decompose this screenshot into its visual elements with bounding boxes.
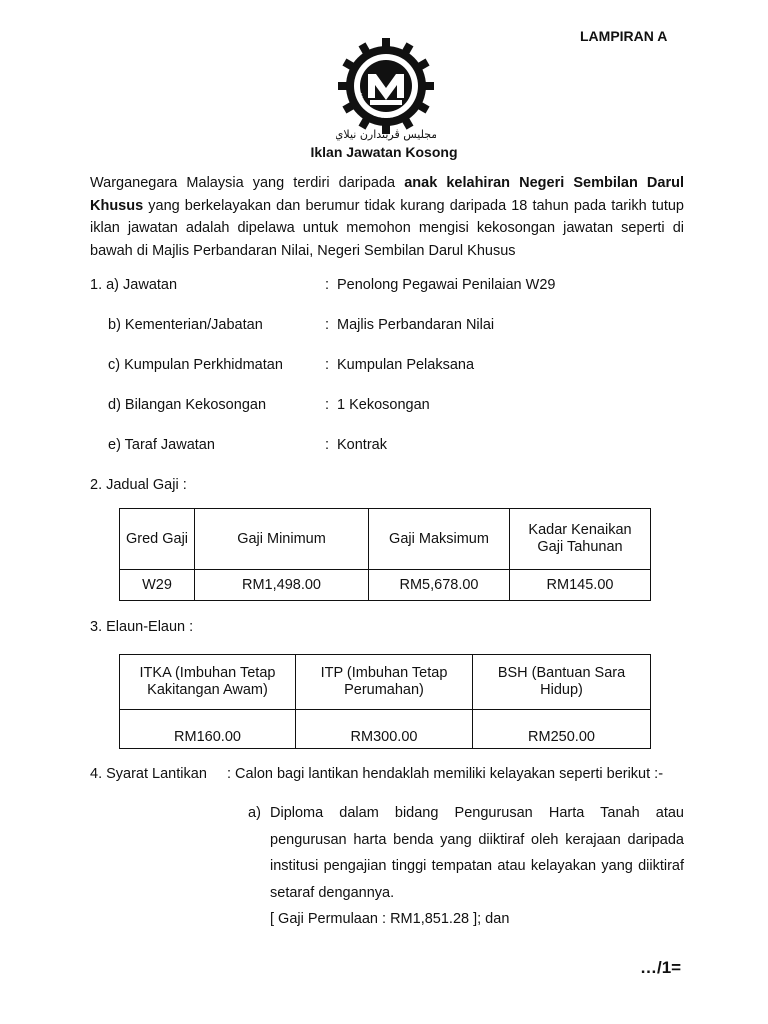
requirements-intro: : Calon bagi lantikan hendaklah memiliki kelayakan seperti berikut :- bbox=[227, 766, 664, 782]
detail-colon: : bbox=[325, 277, 330, 293]
intro-part2: yang berkelayakan dan berumur tidak kurang daripada 18 tahun pada tarikh tutup iklan jawatan adalah dipelawa untuk memohon mengisi kekosongan jawatan seperti di bawah di Majlis Perbandaran Nilai, Negeri Sembilan Darul Khusus bbox=[90, 197, 684, 259]
requirement-item bbox=[248, 800, 684, 933]
detail-label: c) Kumpulan Perkhidmatan bbox=[108, 357, 283, 373]
detail-value: Kumpulan Pelaksana bbox=[337, 357, 475, 373]
table-cell: RM160.00 bbox=[120, 710, 296, 749]
table-row bbox=[120, 710, 651, 749]
table-header-cell: Gred Gaji bbox=[120, 509, 195, 570]
page-marker: …/1= bbox=[640, 958, 682, 977]
item-text: Diploma dalam bidang Pengurusan Harta Tanah atau pengurusan harta benda yang diiktiraf oleh kerajaan daripada institusi pengajian tinggi tempatan atau kelayakan yang diiktiraf setaraf dengannya. bbox=[270, 805, 684, 901]
table-cell: RM1,498.00 bbox=[195, 570, 369, 601]
intro-part1: Warganegara Malaysia yang terdiri daripada bbox=[90, 175, 405, 191]
table-header-cell: Kadar Kenaikan Gaji Tahunan bbox=[510, 509, 651, 570]
detail-row bbox=[90, 357, 690, 377]
table-cell: RM5,678.00 bbox=[369, 570, 510, 601]
intro-paragraph bbox=[90, 172, 684, 262]
table-cell: RM300.00 bbox=[296, 710, 473, 749]
allowances-table bbox=[119, 654, 651, 749]
page-title: Iklan Jawatan Kosong bbox=[310, 144, 458, 160]
detail-colon: : bbox=[325, 397, 330, 413]
logo-arc-text: MAJLIS PERBANDARAN NILAI bbox=[356, 92, 414, 121]
detail-colon: : bbox=[325, 317, 330, 333]
table-header-cell: ITKA (Imbuhan Tetap Kakitangan Awam) bbox=[120, 655, 296, 710]
requirements-label: 4. Syarat Lantikan bbox=[90, 766, 207, 782]
attachment-label: LAMPIRAN A bbox=[580, 28, 668, 44]
table-header-row bbox=[120, 655, 651, 710]
requirements-heading bbox=[90, 766, 664, 782]
table-header-cell: Gaji Minimum bbox=[195, 509, 369, 570]
table-cell: RM250.00 bbox=[473, 710, 651, 749]
detail-label: e) Taraf Jawatan bbox=[108, 437, 215, 453]
detail-value: Majlis Perbandaran Nilai bbox=[337, 317, 495, 333]
detail-value: Kontrak bbox=[337, 437, 387, 453]
detail-row bbox=[90, 397, 690, 417]
detail-label: b) Kementerian/Jabatan bbox=[108, 317, 263, 333]
detail-value: 1 Kekosongan bbox=[337, 397, 430, 413]
detail-colon: : bbox=[325, 437, 330, 453]
detail-row bbox=[90, 277, 690, 297]
detail-colon: : bbox=[325, 357, 330, 373]
detail-row bbox=[90, 437, 690, 457]
logo-jawi-text: مجليس ڤربندارن نيلاي bbox=[336, 128, 436, 141]
table-cell: RM145.00 bbox=[510, 570, 651, 601]
allowances-heading: 3. Elaun-Elaun : bbox=[90, 619, 194, 635]
detail-label: d) Bilangan Kekosongan bbox=[108, 397, 267, 413]
detail-label: 1. a) Jawatan bbox=[90, 277, 178, 293]
table-header-cell: BSH (Bantuan Sara Hidup) bbox=[473, 655, 651, 710]
item-pay: [ Gaji Permulaan : RM1,851.28 ]; dan bbox=[270, 911, 510, 927]
table-header-cell: Gaji Maksimum bbox=[369, 509, 510, 570]
table-header-row bbox=[120, 509, 651, 570]
council-crest-icon bbox=[336, 38, 436, 144]
table-header-cell: ITP (Imbuhan Tetap Perumahan) bbox=[296, 655, 473, 710]
table-cell: W29 bbox=[120, 570, 195, 601]
detail-row bbox=[90, 317, 690, 337]
salary-table bbox=[119, 508, 651, 601]
table-row bbox=[120, 570, 651, 601]
salary-heading: 2. Jadual Gaji : bbox=[90, 477, 187, 493]
intro-bold: anak kelahiran Negeri Sembilan Darul Khusus bbox=[90, 175, 685, 214]
detail-value: Penolong Pegawai Penilaian W29 bbox=[337, 277, 556, 293]
item-marker: a) bbox=[248, 805, 261, 821]
